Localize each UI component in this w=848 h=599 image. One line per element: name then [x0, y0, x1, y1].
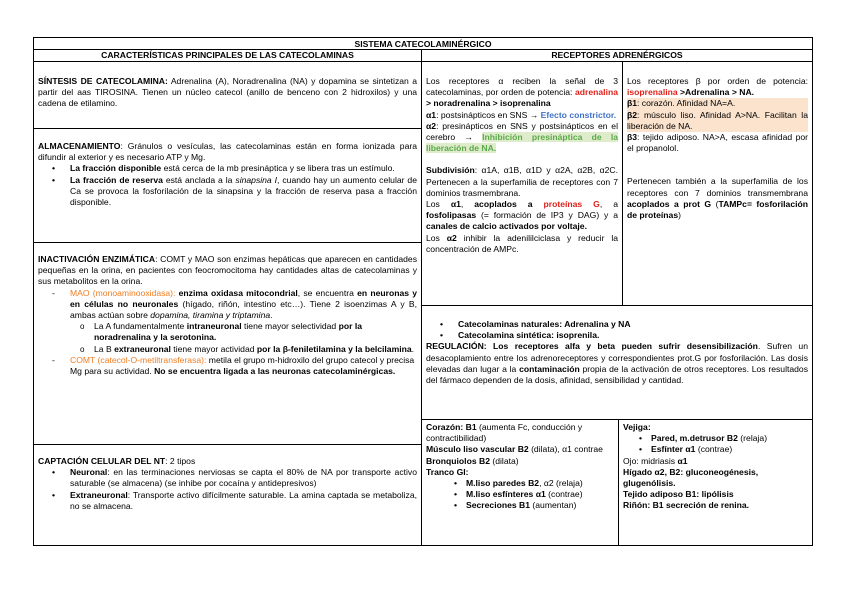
list-item-bold: Secreciones B1 — [466, 500, 531, 511]
subdivision-label: Subdivisión — [426, 165, 475, 176]
list-item-text: . — [270, 310, 273, 321]
list-item-text: (hígado, riñón, intestino etc…). Tiene 2 isoenzimas A y B, ambas actúan sobre — [70, 298, 417, 321]
alpha-bold: α2 — [446, 232, 457, 243]
list-item — [38, 490, 417, 512]
bronquiolos-label: Bronquiolos B2 — [426, 455, 490, 466]
page-title: SISTEMA CATECOLAMINÉRGICO — [354, 39, 492, 49]
sintesis-text: Adrenalina (A), Noradrenalina (NA) y dopamina se sintetizan a partir del aas TIROSINA. Tienen un núcleo catecol (anillo de benceno con 2 hidroxilos) y una cadena de etilamino. — [38, 76, 418, 109]
list-item — [426, 478, 614, 489]
inactivacion-text: : COMT y MAO son enzimas hepáticas que aparecen en cantidades pequeñas en la orina, en pacientes con feocromocitoma hay cantidades altas de catecolaminas y sus metabolitos en la orina. — [38, 254, 417, 287]
mao-label: MAO (monoaminooxidasa): — [70, 287, 176, 298]
list-item — [623, 444, 808, 455]
list-item-text: está cerca de la mb presináptica y se libera tras un estímulo. — [161, 163, 395, 174]
inactivacion-label: INACTIVACIÓN ENZIMÁTICA — [38, 254, 156, 264]
almacenamiento-label: ALMACENAMIENTO — [38, 141, 121, 151]
list-item-text: : en las terminaciones nerviosas se capta el 80% de NA por transporte activo saturable (se almacena) (se inhibe por cocaína y antidepresivos) — [70, 467, 417, 489]
list-item-text: . — [411, 343, 415, 354]
vejiga-label: Vejiga: — [623, 422, 651, 432]
list-item-text: está anclada a la — [162, 174, 236, 185]
extraneuronal-label: Extraneuronal — [70, 489, 128, 500]
list-item — [38, 344, 417, 355]
catecolamina-sintetica: Catecolamina sintética: isoprenila. — [458, 330, 600, 341]
alpha2-text: : presinápticos en SNS y postsinápticos en el cerebro → — [426, 120, 618, 143]
tranco-label: Tranco GI: — [426, 466, 469, 477]
rinon-text: Riñón: B1 secreción de renina. — [623, 500, 750, 511]
captacion-text: : 2 tipos — [165, 456, 196, 466]
section-inactivacion — [34, 252, 421, 444]
list-item-italic: dopamina, tiramina y triptamina — [150, 310, 271, 321]
beta2-label: β2 — [627, 109, 638, 120]
list-item-text: : Transporte activo difícilmente saturable. La amina captada se metaboliza, no se almacena. — [70, 489, 417, 511]
regulacion-label: REGULACIÓN — [426, 341, 484, 352]
list-item-bold: extraneuronal — [114, 343, 171, 354]
list-item — [38, 355, 417, 377]
section-captacion — [34, 454, 421, 545]
alpha-text: inhibir la adenililciclasa y reducir la concentración de AMPc. — [426, 232, 619, 254]
section-efectos-organos — [422, 420, 618, 545]
list-item — [426, 330, 808, 341]
list-item-text: (contrae) — [695, 444, 733, 455]
alpha2-label: α2 — [426, 120, 437, 131]
list-item-bold: intraneuronal — [186, 321, 242, 332]
alpha-intro: Los receptores α reciben la señal de 3 catecolaminas, por orden de potencia: — [426, 76, 618, 98]
higado-text: Hígado α2, B2: gluconeogénesis, glugenólisis. — [623, 466, 759, 489]
list-item-text: La A fundamentalmente — [94, 321, 187, 332]
ojo-bold: α1 — [677, 455, 688, 466]
list-item-text: metila el grupo m-hidroxilo del grupo catecol y precisa Mg para su actividad. — [70, 354, 415, 377]
section-sintesis — [34, 74, 421, 128]
beta2-text: : músculo liso. Afinidad A>NA. Facilitan la liberación de NA. — [627, 109, 808, 131]
list-item-text: tiene mayor selectividad — [241, 321, 339, 332]
musculo-text: (dilata), α1 contrae — [528, 444, 603, 455]
list-item-text: La B — [94, 343, 115, 354]
alpha1-text: : postsinápticos en SNS → — [436, 109, 541, 120]
list-item-bold: enzima oxidasa mitocondrial — [175, 287, 298, 298]
beta-text: ) — [678, 210, 681, 221]
alpha1-label: α1 — [426, 109, 437, 120]
efecto-constrictor: Efecto constrictor. — [540, 109, 617, 120]
corazon-label: Corazón: B1 — [426, 422, 477, 432]
fraccion-reserva: La fracción de reserva — [70, 174, 163, 185]
list-item — [38, 288, 417, 322]
tejido-text: Tejido adiposo B1: lipólisis — [623, 489, 734, 500]
beta1-label: β1 — [627, 98, 638, 109]
beta-bold: TAMPc= fosforilación de proteínas — [627, 198, 809, 221]
divider — [421, 305, 812, 306]
beta3-label: β3 — [627, 132, 638, 143]
list-item-bold: Esfínter α1 — [651, 444, 696, 455]
list-item-text: , α2 (relaja) — [539, 478, 583, 489]
list-item-text: (relaja) — [737, 433, 768, 444]
regulacion-bold: : Los receptores alfa y beta pueden sufrir desensibilización — [483, 341, 758, 352]
beta-order: >Adrenalina > NA. — [677, 87, 755, 98]
sintesis-label: SÍNTESIS DE CATECOLAMINA: — [38, 76, 168, 86]
alpha-text: (= formación de IP3 y DAG) y a — [476, 210, 618, 221]
comt-label: COMT (catecol-O-metiltransferasa): — [70, 354, 207, 365]
bronquiolos-text: (dilata) — [489, 455, 519, 466]
regulacion-text: propia de la activación de otros receptores. Los resultados del fármaco dependen de la dosis, afinidad, sensibilidad y cantidad. — [426, 363, 808, 386]
alpha-text: , — [460, 199, 475, 210]
beta-bold: acoplados a prot G — [627, 198, 712, 209]
section-regulacion — [422, 317, 812, 419]
alpha-bold: α1 — [450, 199, 461, 210]
alpha-bold: fosfolipasas — [426, 210, 477, 221]
beta-text: Pertenecen también a la superfamilia de los receptores con 7 dominios transmembrana — [627, 176, 808, 198]
beta3-text: : tejido adiposo. NA>A, escasa afinidad por el propanolol. — [627, 132, 808, 154]
list-item-bold: M.liso esfínteres α1 — [466, 489, 546, 500]
corazon-text: (aumenta Fc, conducción y contractibilidad) — [426, 422, 583, 444]
divider — [34, 444, 421, 445]
list-item — [426, 319, 808, 330]
alpha-bold: canales de calcio activados por voltaje. — [426, 221, 587, 232]
ojo-text: Ojo: midriasis — [623, 455, 678, 466]
list-item-text: tiene mayor actividad — [170, 343, 257, 354]
regulacion-bold: contaminación — [519, 363, 580, 374]
list-item — [38, 467, 417, 489]
alpha-order: > noradrenalina > isoprenalina — [426, 98, 551, 109]
captacion-label: CAPTACIÓN CELULAR DEL NT — [38, 456, 166, 466]
list-item-text: , se encuentra — [297, 287, 358, 298]
list-item — [38, 175, 417, 209]
list-item-bold: No se encuentra ligada a las neuronas catecolaminérgicas. — [154, 366, 396, 377]
beta1-text: : corazón. Afinidad NA=A. — [637, 98, 736, 109]
list-item — [426, 500, 614, 511]
list-item-bold: Pared, m.detrusor B2 — [651, 433, 738, 444]
document-table — [33, 37, 813, 546]
right-header: RECEPTORES ADRENÉRGICOS — [551, 50, 683, 60]
alpha-text: Los — [426, 232, 447, 243]
sinapsina-term: sinapsina I — [235, 174, 278, 185]
fraccion-disponible: La fracción disponible — [70, 163, 162, 174]
list-item-bold: por la noradrenalina y la serotonina. — [94, 321, 362, 343]
list-item — [623, 433, 808, 444]
adrenalina-highlight: adrenalina — [575, 87, 618, 98]
inhibicion-presinaptica: Inhibición presináptica de la liberación de NA. — [426, 132, 618, 154]
left-header: CARACTERÍSTICAS PRINCIPALES DE LAS CATECOLAMINAS — [101, 50, 354, 60]
divider — [34, 242, 421, 243]
section-almacenamiento — [34, 139, 421, 242]
alpha-text: Los — [426, 199, 451, 210]
list-item — [38, 163, 417, 174]
list-item — [426, 489, 614, 500]
alpha-text: , a — [599, 199, 618, 210]
isoprenalina-highlight: isoprenalina — [627, 87, 678, 98]
list-item-text: (contrae) — [545, 489, 583, 500]
list-item-bold: en neuronas y en células no neuronales — [70, 287, 417, 309]
alpha-bold: acoplados a — [474, 199, 544, 210]
beta-intro: Los receptores β por orden de potencia: — [627, 76, 808, 86]
list-item-bold: por la β-feniletilamina y la belcilamina — [256, 343, 412, 354]
list-item-bold: M.liso paredes B2 — [466, 478, 540, 489]
list-item — [38, 321, 417, 343]
section-receptores-alfa — [422, 74, 622, 305]
list-item-text: , cuando hay un aumento celular de Ca se provoca la fosforilación de la sinapsina y la fracción de reserva pasa a fracción disponible. — [70, 174, 417, 208]
section-efectos-organos-2 — [619, 420, 812, 545]
almacenamiento-text: : Gránulos o vesículas, las catecolaminas están en forma ionizada para difundir al exterior y es necesario ATP y Mg. — [38, 141, 417, 163]
neuronal-label: Neuronal — [70, 467, 108, 478]
proteinas-g: proteínas G — [543, 199, 600, 210]
divider — [34, 128, 421, 129]
section-receptores-beta — [623, 74, 812, 305]
musculo-label: Músculo liso vascular B2 — [426, 444, 529, 455]
regulacion-text: . Sufren un desacoplamiento entre los adrenoreceptores y correspondientes prot.G por fosforilación. Las dosis elevadas dan lugar a la — [426, 341, 808, 374]
beta-text: ( — [711, 198, 719, 209]
list-item-text: (aumentan) — [530, 500, 577, 511]
catecolaminas-naturales: Catecolaminas naturales: Adrenalina y NA — [458, 319, 631, 329]
subdivision-text: : α1A, α1B, α1D y α2A, α2B, α2C. Pertenecen a la superfamilia de receptores con 7 dominios trasmembrana. — [426, 165, 618, 198]
